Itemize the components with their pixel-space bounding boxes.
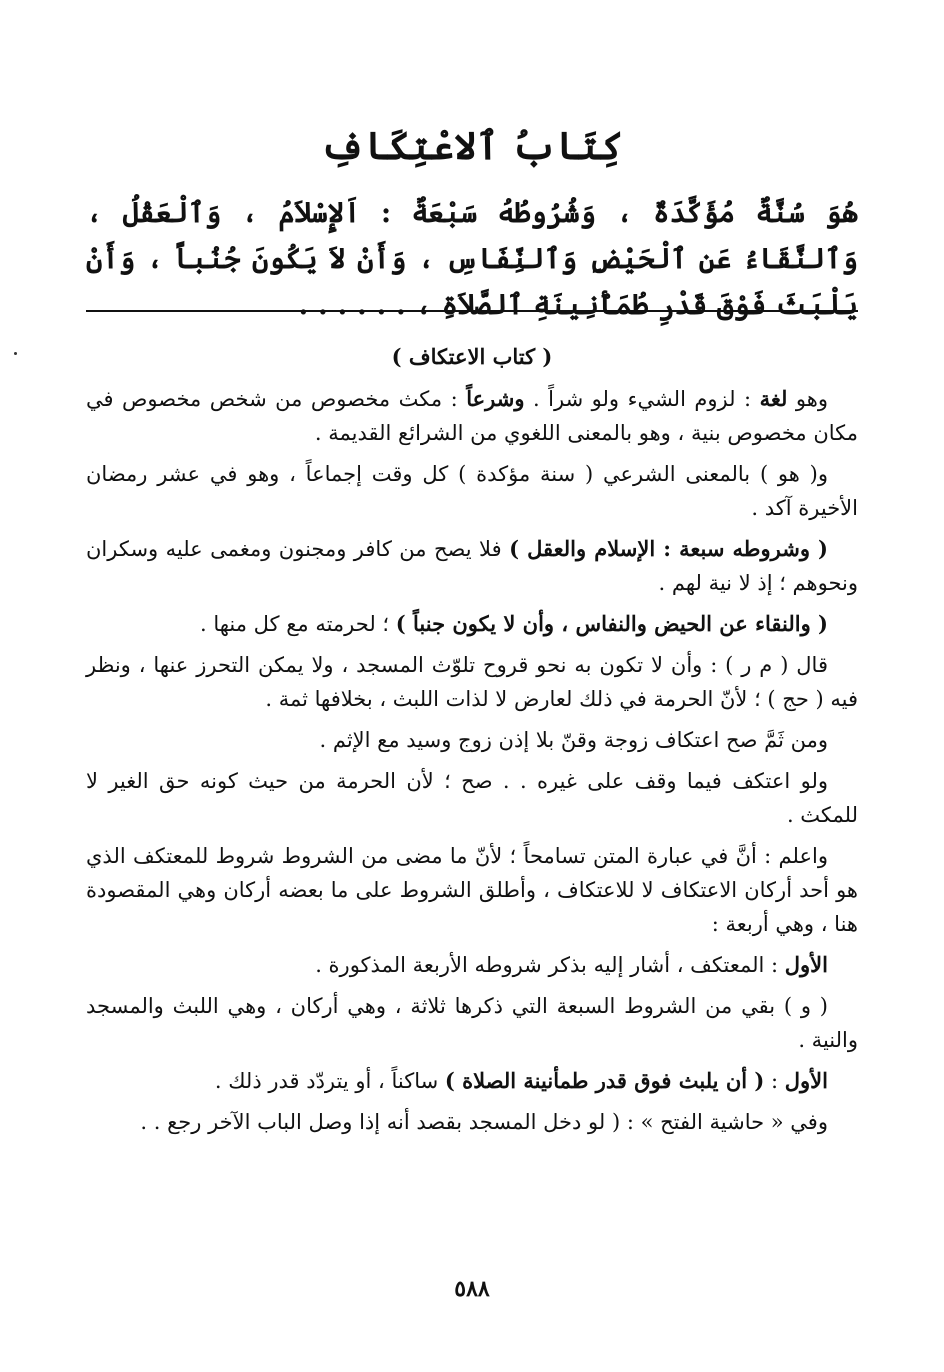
commentary-paragraph — [86, 532, 858, 600]
commentary-text: قال ( م ر ) : وأن لا تكون به نحو قروح تلوّث المسجد ، ولا يمكن التحرز عنها ، ونظر فيه ( حج ) ؛ لأنّ الحرمة في ذلك لعارض لا لذات اللبث ، بخلافها ثمة . — [86, 653, 858, 711]
commentary-paragraph — [86, 607, 858, 641]
commentary-text: : المعتكف ، أشار إليه بذكر شروطه الأربعة المذكورة . — [315, 953, 785, 977]
commentary-text: : — [764, 1069, 785, 1093]
commentary-paragraph — [86, 648, 858, 716]
commentary-text: و( هو ) بالمعنى الشرعي ( سنة مؤكدة ) كل وقت إجماعاً ، وهو في عشر رمضان الأخيرة آكد . — [86, 462, 858, 520]
commentary-paragraph — [86, 723, 858, 757]
commentary-text: : مكث مخصوص من شخص مخصوص في مكان مخصوص بنية ، وهو بالمعنى اللغوي من الشرائع القديمة . — [86, 387, 858, 445]
commentary-text: ولو اعتكف فيما وقف على غيره . . صح ؛ لأن الحرمة من حيث كونه حق الغير لا للمكث . — [86, 769, 858, 827]
matn-quote: لغة — [759, 386, 788, 411]
stray-mark — [14, 352, 17, 355]
commentary-text: ساكناً ، أو يتردّد قدر ذلك . — [214, 1069, 445, 1093]
chapter-title: كِتَابُ ٱلاعْتِكَافِ — [320, 123, 624, 168]
matn-quote: ( وشروطه سبعة : الإسلام والعقل ) — [509, 536, 828, 561]
book-page — [86, 0, 858, 1372]
commentary-text: واعلم : أنَّ في عبارة المتن تسامحاً ؛ لأنّ ما مضى من الشروط شروط للمعتكف الذي هو أحد أركان الاعتكاف لا للاعتكاف ، وأطلق الشروط على ما بعضه أركان وهي المقصودة هنا ، وهي أربعة : — [86, 844, 858, 936]
commentary-paragraph — [86, 457, 858, 525]
commentary-paragraph — [86, 839, 858, 941]
commentary — [86, 340, 858, 1146]
page-number: ٥٨٨ — [454, 1276, 490, 1302]
commentary-paragraph — [86, 989, 858, 1057]
commentary-text: : لزوم الشيء ولو شراً . — [524, 387, 760, 411]
matn-text: هُوَ سُنَّةٌ مُؤَكَّدَةٌ ، وَشُرُوطُهُ سَبْعَةٌ : اَلإِسْلاَمُ ، وَٱلْعَقْلُ ، وَٱلنَّقَاءُ عَنِ ٱلْحَيْضِ وَٱلنِّفَاسِ ، وَأَنْ لاَ يَكُونَ جُنُباً ، وَأَنْ يَلْبَثَ فَوْقَ قَدْرِ طُمَأْنِينَةِ ٱلصَّلاَةِ ، . . . . . . — [86, 196, 858, 321]
commentary-text: ( و ) بقي من الشروط السبعة التي ذكرها ثلاثة ، وهي أركان ، وهي اللبث والمسجد والنية . — [86, 994, 858, 1052]
commentary-text: وهو — [787, 387, 828, 411]
matn-quote: الأول — [784, 1068, 828, 1093]
commentary-text: فلا يصح من كافر ومجنون ومغمى عليه وسكران ونحوهم ؛ إذ لا نية لهم . — [86, 537, 858, 595]
commentary-text: ؛ لحرمته مع كل منها . — [199, 612, 396, 636]
commentary-paragraph — [86, 1064, 858, 1098]
commentary-paragraph — [86, 948, 858, 982]
commentary-paragraph — [86, 764, 858, 832]
matn-quote: الأول — [784, 952, 828, 977]
commentary-paragraph — [86, 382, 858, 450]
commentary-paragraph — [86, 1105, 858, 1139]
matn-quote: وشرعاً — [466, 386, 525, 411]
matn-quote: ( أن يلبث فوق قدر طمأنينة الصلاة ) — [444, 1068, 765, 1093]
commentary-heading: ( كتاب الاعتكاف ) — [391, 344, 553, 369]
matn-quote: ( والنقاء عن الحيض والنفاس ، وأن لا يكون جنباً ) — [395, 611, 828, 636]
matn-divider — [86, 310, 858, 312]
commentary-text: وفي « حاشية الفتح » : ( لو دخل المسجد بقصد أنه إذا وصل الباب الآخر رجع . . — [140, 1110, 828, 1134]
commentary-text: ومن ثَمَّ صح اعتكاف زوجة وقنّ بلا إذن زوج وسيد مع الإثم . — [319, 728, 828, 752]
